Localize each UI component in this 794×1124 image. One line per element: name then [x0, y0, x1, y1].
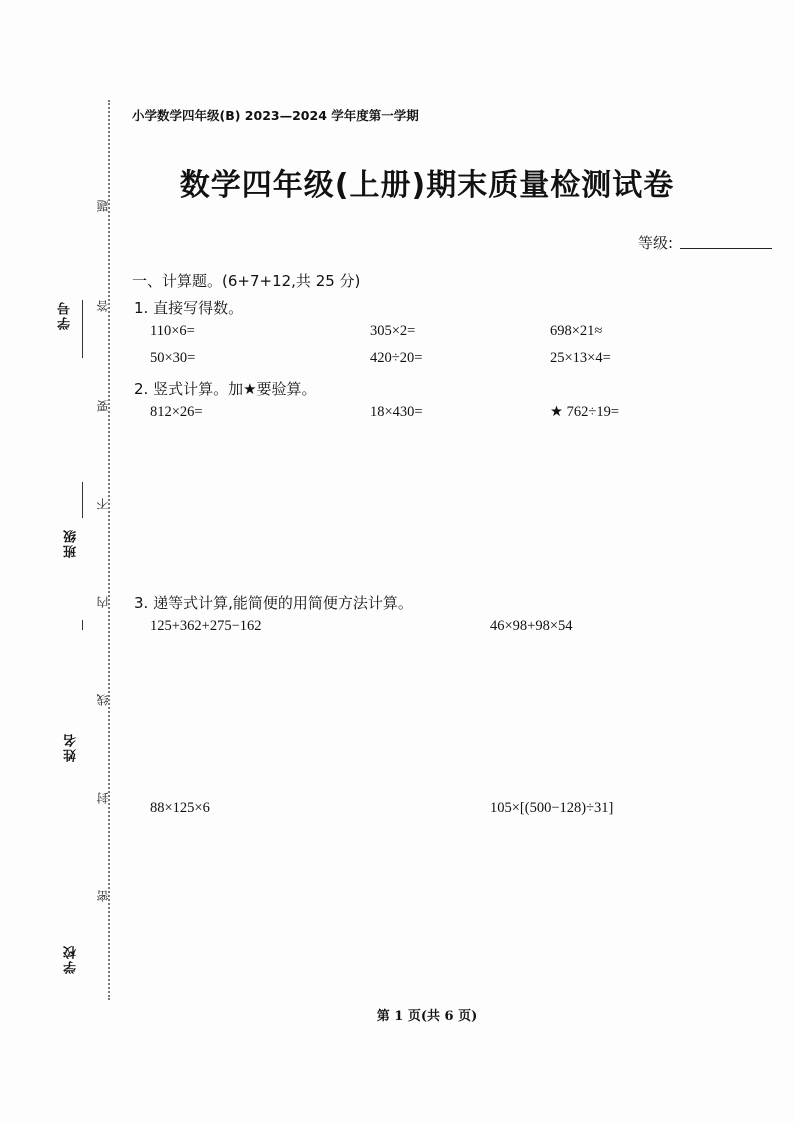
seal-char-2: 答 [96, 300, 110, 312]
student-id-label: 学号 [58, 300, 73, 330]
q1-item: 305×2= [370, 323, 416, 339]
q2-item: 18×430= [370, 404, 423, 420]
name-label: 姓名 [64, 732, 79, 762]
seal-char-1: 题 [96, 200, 110, 212]
q1-item: 698×21≈ [550, 323, 603, 339]
q1-item: 420÷20= [370, 350, 423, 366]
q2-label: 2. 竖式计算。加★要验算。 [134, 380, 317, 398]
school-label: 学校 [64, 944, 79, 974]
q3-item: 105×[(500−128)÷31] [490, 800, 614, 816]
seal-char-3: 要 [96, 400, 110, 412]
seal-char-7: 封 [96, 792, 110, 804]
binding-dotted-line [108, 100, 110, 1000]
student-id-line [82, 300, 83, 358]
class-label: 班级 [64, 528, 79, 558]
grade-blank [680, 248, 772, 249]
q3-item: 125+362+275−162 [150, 618, 262, 634]
q1-item: 110×6= [150, 323, 195, 339]
q3-item: 88×125×6 [150, 800, 210, 816]
q3-item: 46×98+98×54 [490, 618, 573, 634]
page-number: 第 1 页(共 6 页) [376, 1009, 478, 1024]
exam-header: 小学数学四年级(B) 2023—2024 学年度第一学期 [132, 108, 419, 123]
class-line [82, 482, 83, 518]
seal-char-4: 不 [96, 498, 110, 510]
seal-char-8: 密 [96, 890, 110, 902]
q1-item: 50×30= [150, 350, 196, 366]
section-heading: 一、计算题。(6+7+12,共 25 分) [132, 272, 361, 290]
q3-label: 3. 递等式计算,能简便的用简便方法计算。 [134, 594, 413, 612]
q2-item: ★ 762÷19= [550, 404, 620, 420]
seal-char-6: 线 [96, 694, 110, 706]
page-title: 数学四年级(上册)期末质量检测试卷 [179, 168, 675, 203]
q2-item: 812×26= [150, 404, 203, 420]
q1-label: 1. 直接写得数。 [134, 299, 244, 317]
q1-item: 25×13×4= [550, 350, 611, 366]
seal-char-5: 内 [96, 596, 110, 608]
name-line [82, 620, 83, 630]
grade-label: 等级: [638, 234, 674, 252]
